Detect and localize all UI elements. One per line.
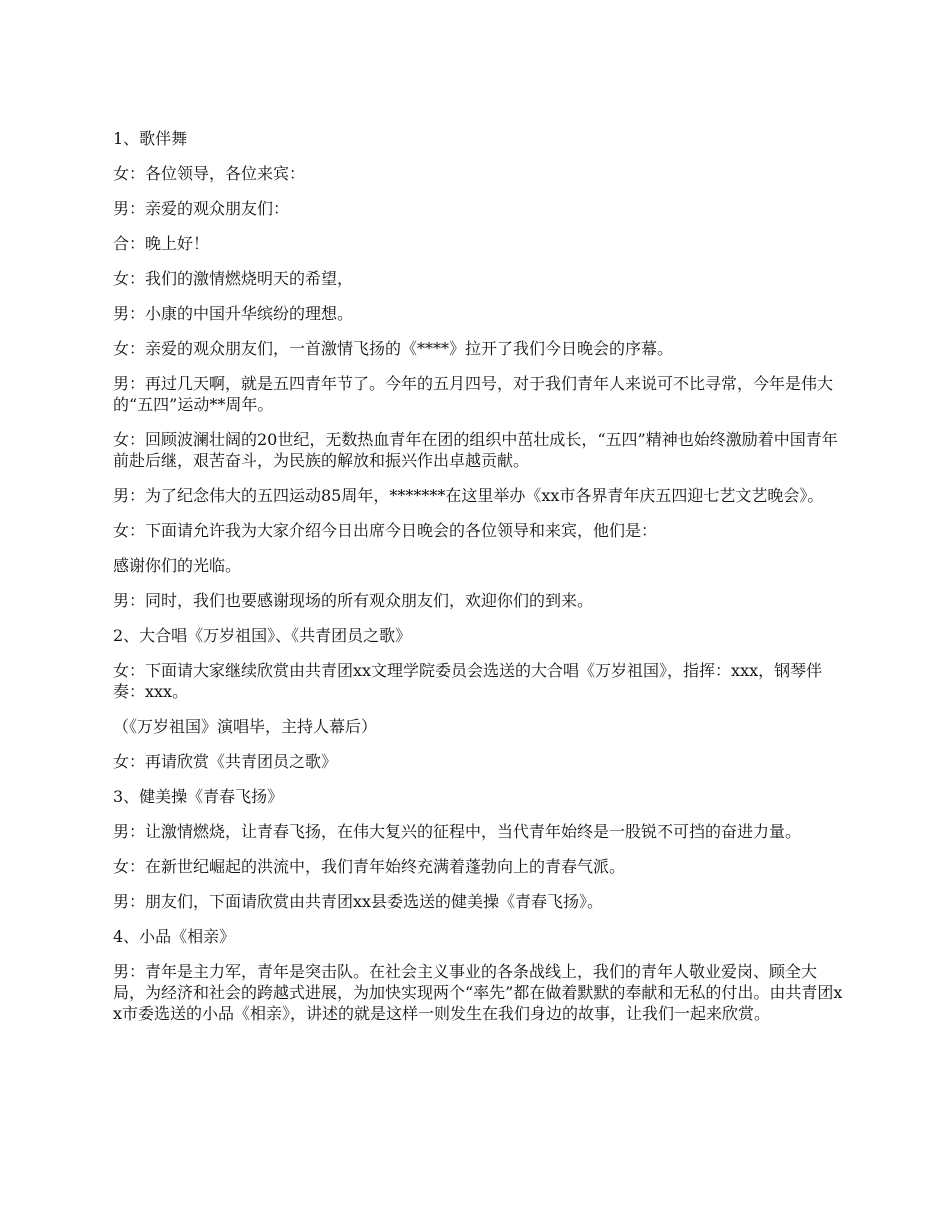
section-heading-1: 1、歌伴舞 (113, 129, 188, 148)
document-page (113, 128, 843, 1038)
dialogue-line: 感谢你们的光临。 (113, 556, 242, 575)
dialogue-line: 合：晚上好！ (113, 234, 210, 253)
dialogue-line: 男：青年是主力军，青年是突击队。在社会主义事业的各条战线上，我们的青年人敬业爱岗、顾全大局，为经济和社会的跨越式进展，为加快实现两个“率先”都在做着默默的奉献和无私的付出。由共青团xx市委选送的小品《相亲》，讲述的就是这样一则发生在我们身边的故事，让我们一起来欣赏。 (113, 962, 843, 1023)
dialogue-line: 男：让激情燃烧，让青春飞扬，在伟大复兴的征程中，当代青年始终是一股锐不可挡的奋进力量。 (113, 822, 802, 841)
dialogue-line: 女：回顾波澜壮阔的20世纪，无数热血青年在团的组织中茁壮成长，“五四”精神也始终激励着中国青年前赴后继，艰苦奋斗，为民族的解放和振兴作出卓越贡献。 (113, 430, 838, 470)
dialogue-line: 男：小康的中国升华缤纷的理想。 (113, 304, 354, 323)
dialogue-line: 女：各位领导，各位来宾： (113, 164, 306, 183)
dialogue-line: 男：同时，我们也要感谢现场的所有观众朋友们，欢迎你们的到来。 (113, 591, 594, 610)
dialogue-line: 男：朋友们，下面请欣赏由共青团xx县委选送的健美操《青春飞扬》。 (113, 892, 604, 911)
section-heading-2: 2、大合唱《万岁祖国》、《共青团员之歌》 (113, 626, 412, 645)
section-heading-4: 4、小品《相亲》 (113, 927, 236, 946)
dialogue-line: 男：再过几天啊，就是五四青年节了。今年的五月四号，对于我们青年人来说可不比寻常，今年是伟大的“五四”运动**周年。 (113, 374, 834, 414)
dialogue-line: 女：下面请大家继续欣赏由共青团xx文理学院委员会选送的大合唱《万岁祖国》，指挥：xxx，钢琴伴奏：xxx。 (113, 661, 823, 701)
section-heading-3: 3、健美操《青春飞扬》 (113, 787, 284, 806)
stage-direction: （《万岁祖国》演唱毕，主持人幕后） (113, 717, 378, 736)
dialogue-line: 女：再请欣赏《共青团员之歌》 (113, 752, 338, 771)
dialogue-line: 女：我们的激情燃烧明天的希望， (113, 269, 354, 288)
dialogue-line: 男：为了纪念伟大的五四运动85周年，*******在这里举办《xx市各界青年庆五四迎七艺文艺晚会》。 (113, 486, 824, 505)
dialogue-line: 女：亲爱的观众朋友们，一首激情飞扬的《****》拉开了我们今日晚会的序幕。 (113, 339, 674, 358)
dialogue-line: 女：在新世纪崛起的洪流中，我们青年始终充满着蓬勃向上的青春气派。 (113, 857, 626, 876)
dialogue-line: 男：亲爱的观众朋友们： (113, 199, 290, 218)
dialogue-line: 女：下面请允许我为大家介绍今日出席今日晚会的各位领导和来宾，他们是： (113, 521, 658, 540)
